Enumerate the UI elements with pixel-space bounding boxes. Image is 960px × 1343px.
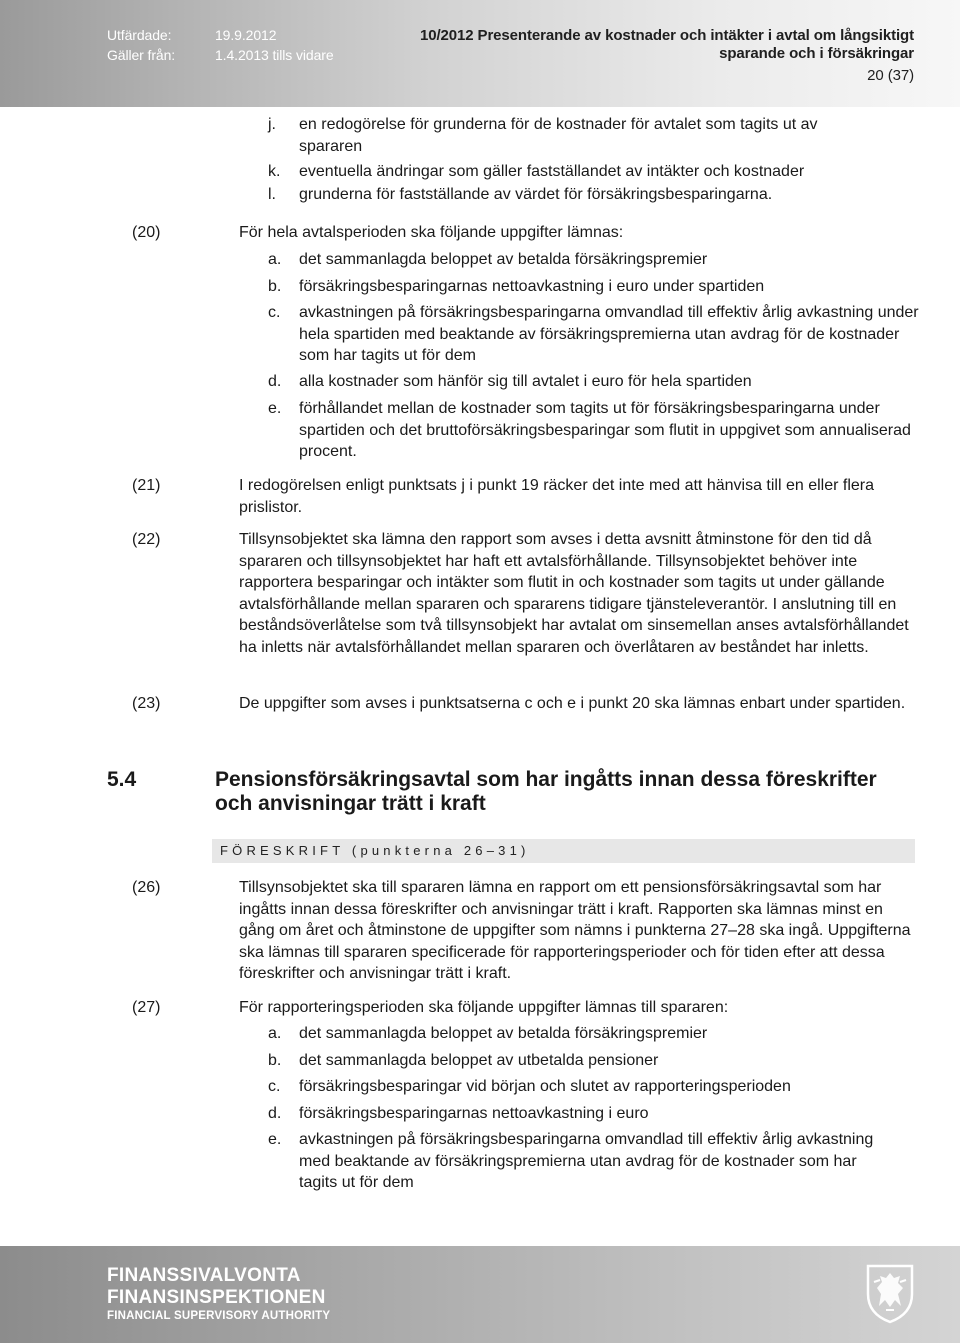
paragraph-number: (27) bbox=[132, 999, 161, 1016]
paragraph-number: (23) bbox=[132, 695, 161, 712]
list-item-letter: e. bbox=[268, 1131, 282, 1148]
list-item-letter: a. bbox=[268, 251, 282, 268]
issued-date: 19.9.2012 bbox=[215, 27, 277, 43]
regulation-label: FÖRESKRIFT (punkterna 26–31) bbox=[220, 843, 530, 858]
valid-from-value: 1.4.2013 tills vidare bbox=[215, 47, 334, 63]
list-item-letter: d. bbox=[268, 373, 282, 390]
list-item-text: det sammanlagda beloppet av betalda försäkringspremier bbox=[299, 1025, 708, 1042]
paragraph-text: De uppgifter som avses i punktsatserna c och e i punkt 20 ska lämnas enbart under spartiden. bbox=[239, 695, 906, 712]
list-item-letter: b. bbox=[268, 1052, 282, 1069]
page-footer bbox=[0, 1246, 960, 1343]
paragraph-number: (26) bbox=[132, 879, 161, 896]
paragraph-text: I redogörelsen enligt punktsats j i punkt 19 räcker det inte med att hänvisa till en eller flera prislistor. bbox=[239, 477, 875, 516]
lion-crest-icon bbox=[864, 1260, 916, 1324]
document-title-line1: 10/2012 Presenterande av kostnader och intäkter i avtal om långsiktigt bbox=[419, 27, 914, 44]
list-item-text: avkastningen på försäkringsbesparingarna omvandlad till effektiv årlig avkastning under hela spartiden med beaktande av försäkringspremierna utan avdrag för de kostnader som har tagits ut för dem bbox=[299, 304, 919, 364]
list-item-letter: k. bbox=[268, 163, 281, 180]
section-number: 5.4 bbox=[107, 768, 137, 791]
page-header bbox=[0, 0, 960, 107]
footer-org-fi: FINANSSIVALVONTA bbox=[107, 1265, 301, 1286]
paragraph-number: (22) bbox=[132, 531, 161, 548]
footer-org-sv: FINANSINSPEKTIONEN bbox=[107, 1287, 326, 1308]
list-item-text: förhållandet mellan de kostnader som tagits ut för försäkringsbesparingarna under spartiden och det bruttoförsäkringsbesparingar som flutit in uppgivet som annualiserad procent. bbox=[299, 400, 911, 460]
paragraph-text: Tillsynsobjektet ska till spararen lämna en rapport om ett pensionsförsäkringsavtal som har ingåtts innan dessa föreskrifter och anvisningar trätt i kraft. Rapporten ska lämnas minst en gång om året och åtminstone de uppgifter som nämns i punkterna 27–28 ska ingå. Uppgifterna ska lämnas till spararen specificerade för rapporteringsperioder och för tiden efter att dessa föreskrifter och anvisningar trätt i kraft. bbox=[239, 879, 911, 982]
paragraph-text: För hela avtalsperioden ska följande uppgifter lämnas: bbox=[239, 224, 624, 241]
list-item-letter: d. bbox=[268, 1105, 282, 1122]
list-item-text: det sammanlagda beloppet av betalda försäkringspremier bbox=[299, 251, 708, 268]
list-item-text: grunderna för fastställande av värdet för försäkringsbesparingarna. bbox=[299, 186, 773, 203]
paragraph-number: (20) bbox=[132, 224, 161, 241]
list-item-letter: c. bbox=[268, 304, 281, 321]
list-item-text: en redogörelse för grunderna för de kostnader för avtalet som tagits ut av spararen bbox=[299, 116, 818, 155]
list-item-letter: l. bbox=[268, 186, 276, 203]
list-item-text: det sammanlagda beloppet av utbetalda pensioner bbox=[299, 1052, 659, 1069]
page-number: 20 (37) bbox=[867, 67, 914, 84]
valid-from-label: Gäller från: bbox=[107, 47, 176, 63]
list-item-text: eventuella ändringar som gäller fastställandet av intäkter och kostnader bbox=[299, 163, 805, 180]
section-heading: Pensionsförsäkringsavtal som har ingåtts innan dessa föreskrifter och anvisningar trätt i kraft bbox=[215, 768, 877, 815]
document-title-line2: sparande och i försäkringar bbox=[719, 45, 914, 62]
list-item-letter: e. bbox=[268, 400, 282, 417]
issued-label: Utfärdade: bbox=[107, 27, 172, 43]
list-item-letter: a. bbox=[268, 1025, 282, 1042]
list-item-text: försäkringsbesparingar vid början och slutet av rapporteringsperioden bbox=[299, 1078, 791, 1095]
list-item-text: alla kostnader som hänför sig till avtalet i euro för hela spartiden bbox=[299, 373, 752, 390]
paragraph-number: (21) bbox=[132, 477, 161, 494]
paragraph-text: Tillsynsobjektet ska lämna den rapport som avses i detta avsnitt åtminstone för den tid då spararen och tillsynsobjektet har haft ett avtalsförhållande. Tillsynsobjektet behöver inte rapportera besparingar och intäkter som flutit in och kostnader som tagits ut under gällande avtalsförhållande mellan spararen och spararens tidigare tjänsteleverantör. I anslutning till en beståndsöverlåtelse som två tillsynsobjekt har avtalat om sinsemellan anses avtalsförhållandet ha inletts när avtalsförhållandet mellan spararen och överlåtaren av beståndet har inletts. bbox=[239, 531, 909, 656]
footer-org-en: FINANCIAL SUPERVISORY AUTHORITY bbox=[107, 1310, 331, 1322]
list-item-letter: b. bbox=[268, 278, 282, 295]
list-item-letter: c. bbox=[268, 1078, 281, 1095]
list-item-letter: j. bbox=[268, 116, 276, 133]
paragraph-text: För rapporteringsperioden ska följande uppgifter lämnas till spararen: bbox=[239, 999, 729, 1016]
list-item-text: försäkringsbesparingarnas nettoavkastning i euro under spartiden bbox=[299, 278, 765, 295]
list-item-text: avkastningen på försäkringsbesparingarna omvandlad till effektiv årlig avkastning med beaktande av försäkringspremierna utan avdrag för de kostnader som har tagits ut för dem bbox=[299, 1131, 874, 1191]
list-item-text: försäkringsbesparingarnas nettoavkastning i euro bbox=[299, 1105, 649, 1122]
regulation-bar bbox=[212, 839, 915, 863]
